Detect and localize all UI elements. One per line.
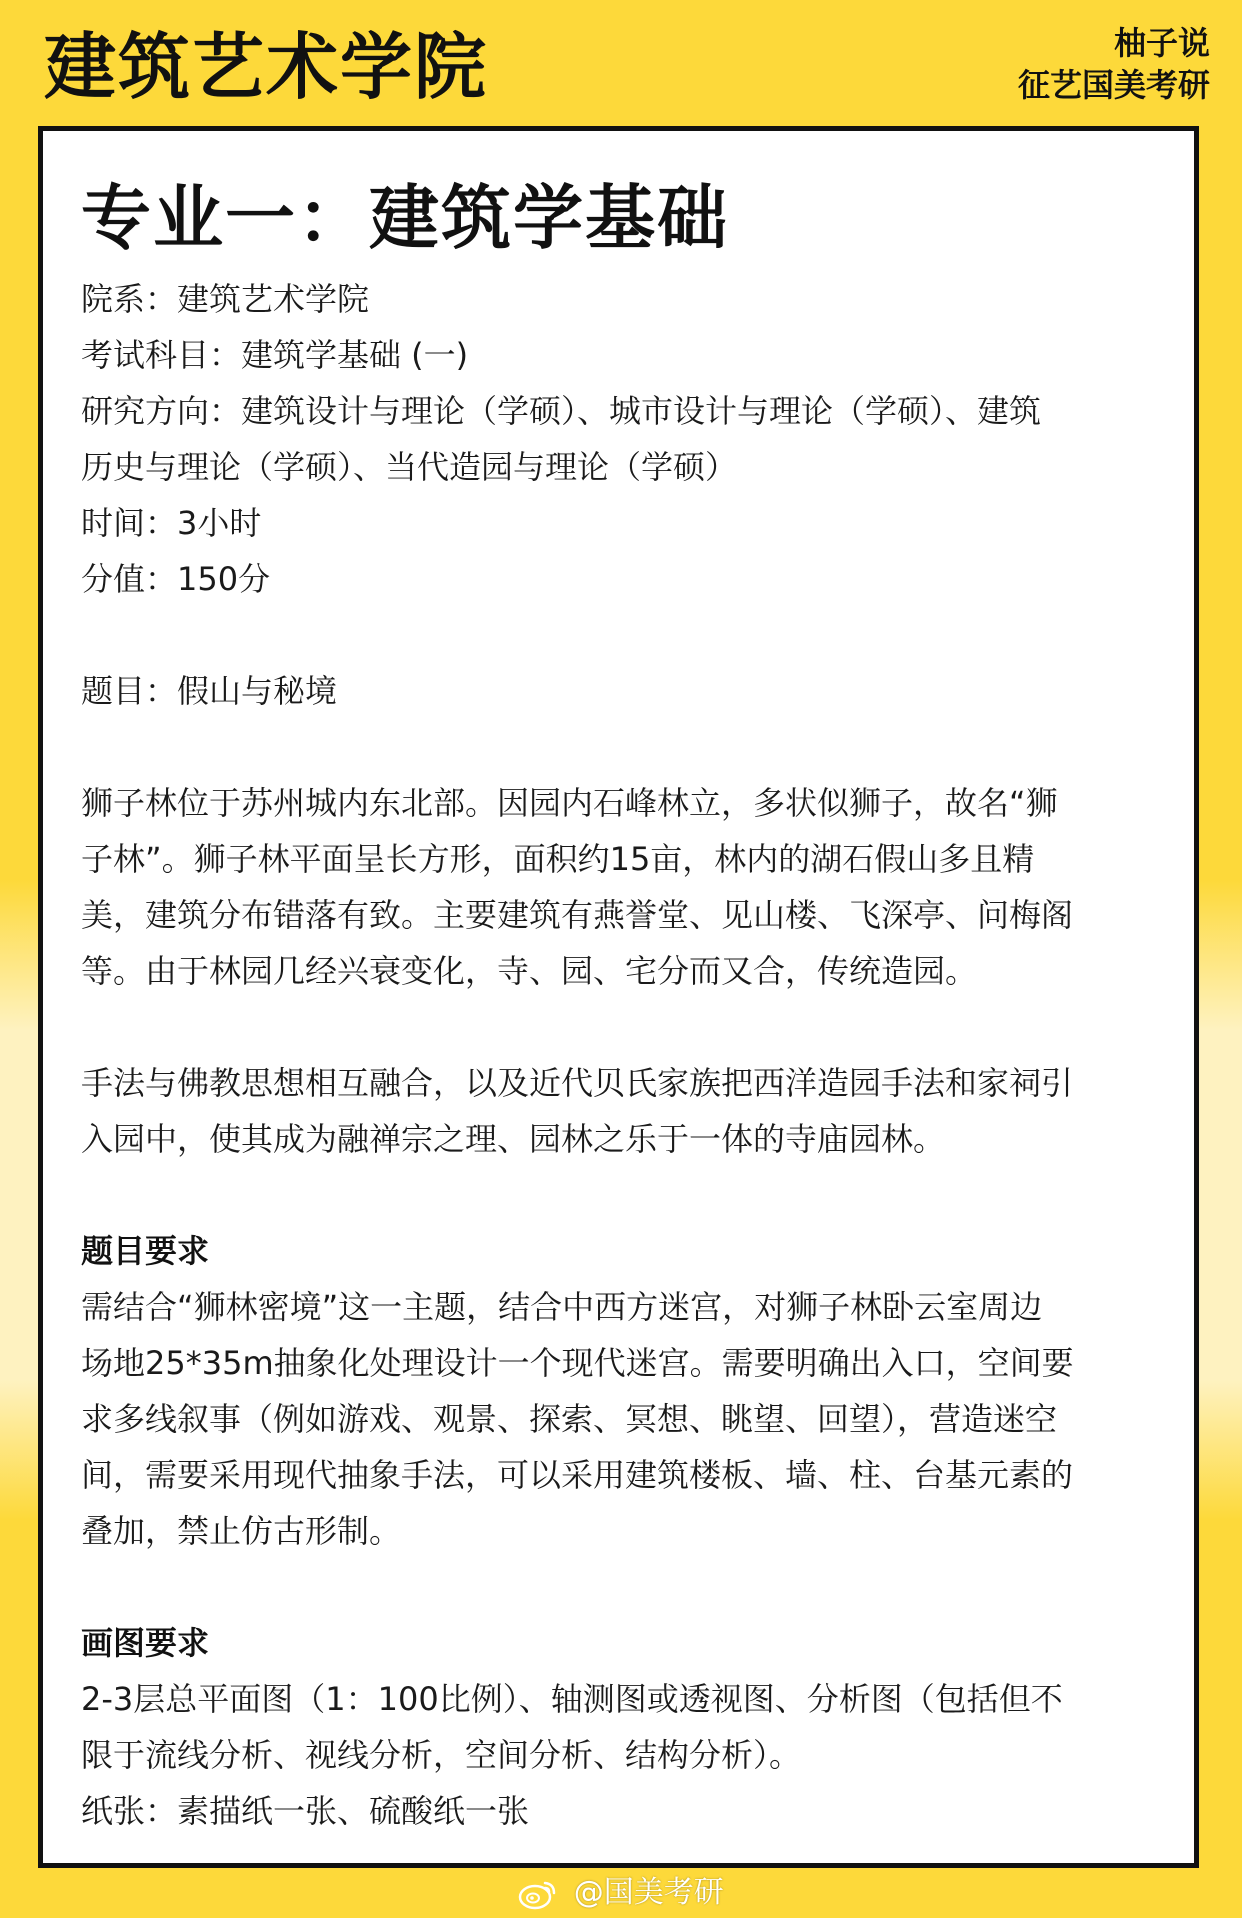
requirements-line: 间，需要采用现代抽象手法，可以采用建筑楼板、墙、柱、台基元素的 [81, 1456, 1074, 1494]
info-line-subject: 考试科目：建筑学基础 (一) [81, 336, 469, 374]
credit-line-2: 征艺国美考研 [1017, 66, 1210, 104]
info-block [81, 271, 1154, 607]
drawing-heading: 画图要求 [81, 1624, 210, 1662]
paragraph-line: 子林”。狮子林平面呈长方形，面积约15亩，林内的湖石假山多且精 [81, 840, 1035, 878]
weibo-icon [518, 1875, 574, 1910]
paragraph-intro [81, 775, 1154, 999]
paragraph-line: 手法与佛教思想相互融合，以及近代贝氏家族把西洋造园手法和家祠引 [81, 1064, 1074, 1102]
paragraph-line: 狮子林位于苏州城内东北部。因园内石峰林立，多状似狮子，故名“狮 [81, 784, 1058, 822]
header-credit [1018, 22, 1210, 106]
drawing-line: 2-3层总平面图（1：100比例）、轴测图或透视图、分析图（包括但不 [81, 1680, 1063, 1718]
info-line-department: 院系：建筑艺术学院 [81, 280, 370, 318]
watermark [0, 1870, 1242, 1916]
card-title: 专业一：建筑学基础 [81, 177, 729, 259]
info-line-direction-cont: 历史与理论（学硕）、当代造园与理论（学硕） [81, 448, 738, 486]
requirements-line: 叠加，禁止仿古形制。 [81, 1512, 402, 1550]
info-line-time: 时间：3小时 [81, 504, 262, 542]
spacer [81, 607, 1154, 663]
paragraph-line: 等。由于林园几经兴衰变化，寺、园、宅分而又合，传统造园。 [81, 952, 978, 990]
watermark-text: @国美考研 [573, 1875, 724, 1910]
paragraph-line: 入园中，使其成为融禅宗之理、园林之乐于一体的寺庙园林。 [81, 1120, 946, 1158]
info-line-score: 分值：150分 [81, 560, 271, 598]
requirements-heading: 题目要求 [81, 1232, 210, 1270]
spacer [81, 999, 1154, 1055]
spacer [81, 1559, 1154, 1615]
spacer [81, 1167, 1154, 1223]
requirements-line: 需结合“狮林密境”这一主题，结合中西方迷宫，对狮子林卧云室周边 [81, 1288, 1043, 1326]
content-card [38, 126, 1199, 1868]
credit-line-1: 柚子说 [1113, 24, 1210, 62]
header-title: 建筑艺术学院 [44, 25, 489, 109]
requirements-section [81, 1223, 1154, 1559]
drawing-section [81, 1615, 1154, 1839]
info-line-direction: 研究方向：建筑设计与理论（学硕）、城市设计与理论（学硕）、建筑 [81, 392, 1042, 430]
drawing-line: 限于流线分析、视线分析，空间分析、结构分析）。 [81, 1736, 802, 1774]
spacer [81, 719, 1154, 775]
paragraph-line: 美，建筑分布错落有致。主要建筑有燕誉堂、见山楼、飞深亭、问梅阁 [81, 896, 1074, 934]
topic-line: 题目：假山与秘境 [81, 672, 338, 710]
paragraph-history [81, 1055, 1154, 1167]
requirements-line: 求多线叙事（例如游戏、观景、探索、冥想、眺望、回望），营造迷空 [81, 1400, 1058, 1438]
drawing-line: 纸张：素描纸一张、硫酸纸一张 [81, 1792, 530, 1830]
requirements-line: 场地25*35m抽象化处理设计一个现代迷宫。需要明确出入口，空间要 [81, 1344, 1074, 1382]
